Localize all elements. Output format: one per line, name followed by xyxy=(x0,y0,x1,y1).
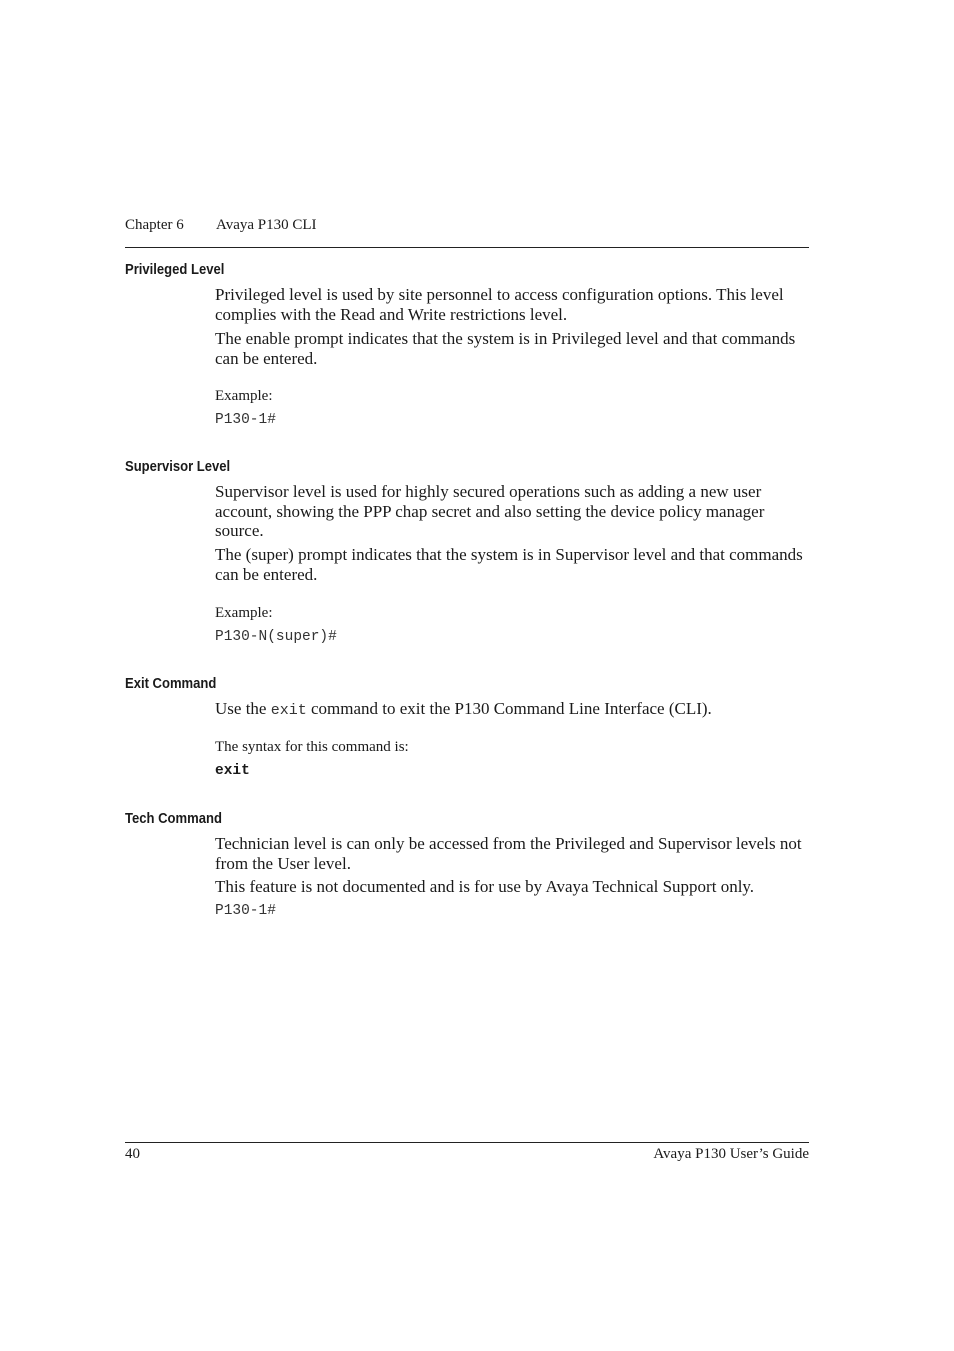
exit-syntax-code: exit xyxy=(215,763,250,779)
exit-command-heading: Exit Command xyxy=(125,676,217,692)
privileged-level-heading: Privileged Level xyxy=(125,262,225,278)
chapter-label: Chapter 6 xyxy=(125,217,184,233)
exit-inline-code: exit xyxy=(270,702,307,719)
exit-text-before: Use the xyxy=(215,699,271,718)
privileged-example-code: P130-1# xyxy=(215,412,276,428)
supervisor-level-heading: Supervisor Level xyxy=(125,459,231,475)
supervisor-level-paragraph-2: The (super) prompt indicates that the system is in Supervisor level and that commands can be entered. xyxy=(215,545,803,584)
tech-command-paragraph-1: Technician level is can only be accessed from the Privileged and Supervisor levels not from the User level. xyxy=(215,834,802,873)
privileged-example-label: Example: xyxy=(215,388,273,404)
header-rule xyxy=(125,247,809,248)
chapter-title: Avaya P130 CLI xyxy=(216,217,317,233)
supervisor-example-label: Example: xyxy=(215,605,273,621)
footer-rule xyxy=(125,1142,809,1143)
tech-command-heading: Tech Command xyxy=(125,811,222,827)
exit-syntax-label: The syntax for this command is: xyxy=(215,739,409,755)
supervisor-level-paragraph-1: Supervisor level is used for highly secured operations such as adding a new user account, showing the PPP chap secret and also setting the device policy manager source. xyxy=(215,482,765,540)
guide-title: Avaya P130 User’s Guide xyxy=(653,1146,809,1162)
privileged-level-paragraph-2: The enable prompt indicates that the system is in Privileged level and that commands can be entered. xyxy=(215,329,796,368)
privileged-level-paragraph-1: Privileged level is used by site personnel to access configuration options. This level complies with the Read and Write restrictions level. xyxy=(215,285,784,324)
tech-command-code: P130-1# xyxy=(215,903,276,919)
page-number: 40 xyxy=(125,1146,140,1162)
supervisor-example-code: P130-N(super)# xyxy=(215,629,337,645)
exit-text-after: command to exit the P130 Command Line Interface (CLI). xyxy=(306,699,712,718)
exit-command-paragraph xyxy=(215,699,815,721)
running-footer xyxy=(125,1145,809,1163)
running-header xyxy=(125,215,809,235)
tech-command-paragraph-2: This feature is not documented and is for use by Avaya Technical Support only. xyxy=(215,877,755,896)
